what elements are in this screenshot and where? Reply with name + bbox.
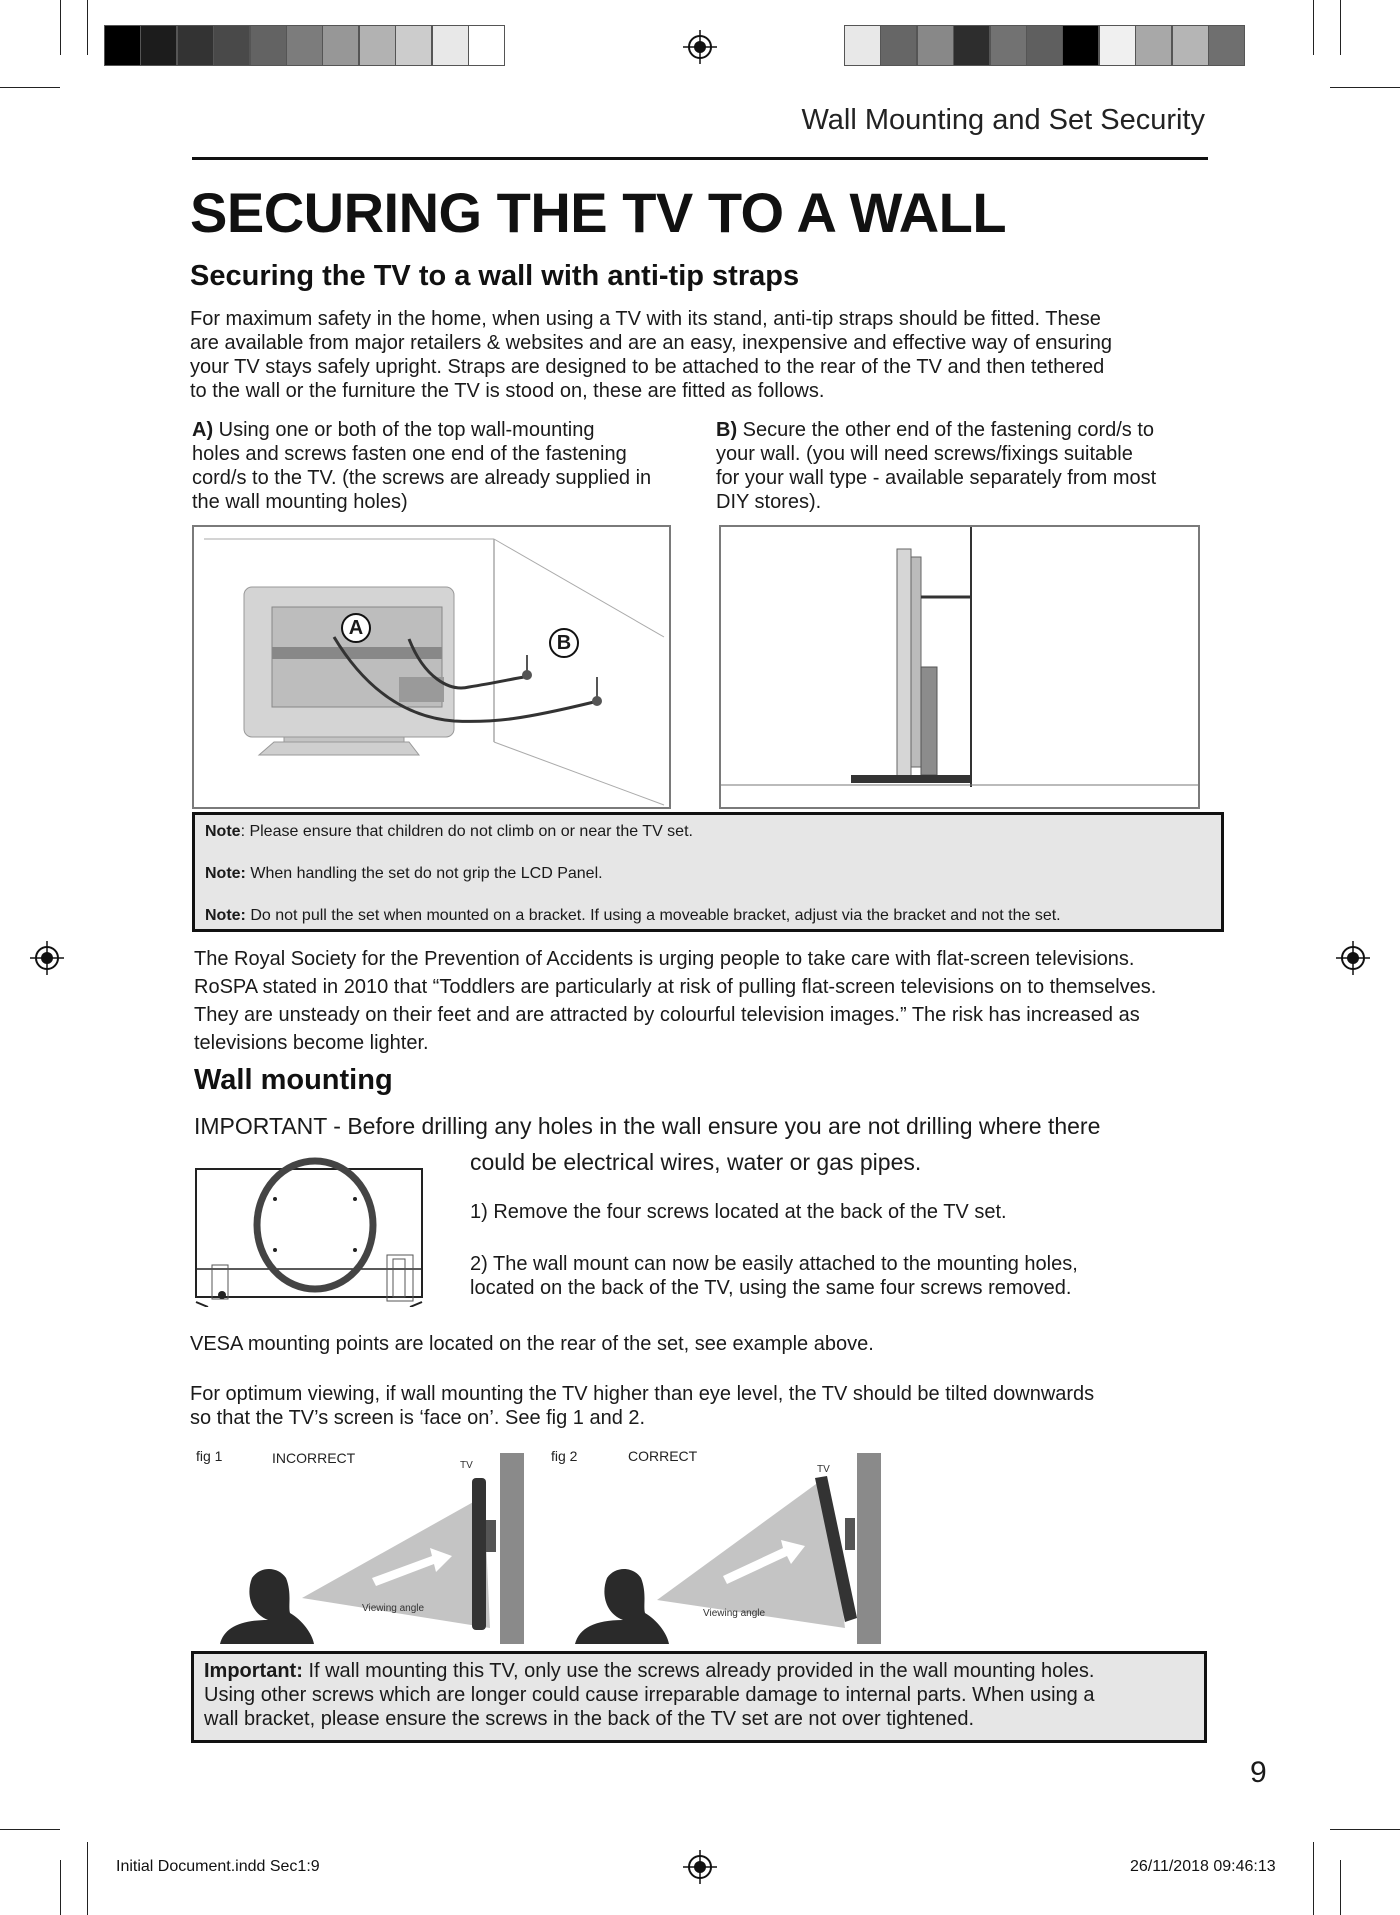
intro-line: to the wall or the furniture the TV is stood on, these are fitted as follows. <box>190 380 825 402</box>
step-a-line: holes and screws fasten one end of the fastening <box>192 443 627 465</box>
note-label: Note <box>205 823 241 840</box>
note-text: When handling the set do not grip the LCD Panel. <box>245 865 603 882</box>
intro-line: are available from major retailers & websites and are an easy, inexpensive and effective way of ensuring <box>190 332 1112 354</box>
fig-2-status: CORRECT <box>628 1448 698 1464</box>
important-line: Using other screws which are longer could cause irreparable damage to internal parts. When using a <box>204 1684 1095 1706</box>
crop-mark <box>87 1842 88 1915</box>
note-text: Do not pull the set when mounted on a bracket. If using a moveable bracket, adjust via the bracket and not the set. <box>245 907 1061 924</box>
step-b-line: your wall. (you will need screws/fixings suitable <box>716 443 1133 465</box>
color-swatch <box>990 25 1027 66</box>
step-a-line: Using one or both of the top wall-mounting <box>213 419 595 441</box>
important-warning-line-1: IMPORTANT - Before drilling any holes in the wall ensure you are not drilling where there <box>194 1113 1101 1139</box>
color-swatch <box>917 25 954 66</box>
note-bracket <box>205 907 1061 925</box>
step-2-line: located on the back of the TV, using the same four screws removed. <box>470 1277 1072 1299</box>
intro-line: For maximum safety in the home, when using a TV with its stand, anti-tip straps should be fitted. These <box>190 308 1101 330</box>
strap-figure-side <box>719 525 1200 809</box>
fig-2-viewing-label: Viewing angle <box>703 1608 766 1619</box>
important-box <box>191 1651 1207 1743</box>
step-a-line: cord/s to the TV. (the screws are already supplied in <box>192 467 652 489</box>
crop-mark <box>60 0 61 55</box>
tv-back-figure <box>192 1147 428 1307</box>
rospa-paragraph <box>194 945 1234 1057</box>
registration-mark-icon <box>30 941 64 975</box>
step-b-label: B) <box>716 419 738 441</box>
rospa-line: They are unsteady on their feet and are attracted by colourful television images.” <box>194 1004 907 1026</box>
notes-box <box>192 812 1224 932</box>
step-2 <box>470 1252 1078 1300</box>
color-swatch <box>953 25 990 66</box>
step-b-line: Secure the other end of the fastening cord/s to <box>737 419 1155 441</box>
fig-2-correct <box>545 1448 885 1644</box>
fig-1-incorrect <box>190 1448 530 1644</box>
optimum-line: so that the TV’s screen is ‘face on’. See fig 1 and 2. <box>190 1407 646 1429</box>
viewing-angle-incorrect-illustration <box>190 1448 530 1644</box>
rospa-line: The Royal Society for the Prevention of Accidents is urging people to take care with flat-screen televisions. <box>194 948 1135 970</box>
page-title: SECURING THE TV TO A WALL <box>190 181 1007 244</box>
running-header: Wall Mounting and Set Security <box>801 104 1205 136</box>
crop-mark <box>0 1829 60 1830</box>
crop-mark <box>60 1860 61 1915</box>
note-lcd <box>205 865 603 883</box>
step-b-line: for your wall type - available separately from most <box>716 467 1157 489</box>
step-a-label: A) <box>192 419 214 441</box>
fig-1-label: fig 1 <box>196 1448 223 1464</box>
section-heading-wall-mounting: Wall mounting <box>194 1064 393 1096</box>
crop-mark <box>1313 1842 1314 1915</box>
fig-1-tv-label: TV <box>460 1460 473 1471</box>
crop-mark <box>1313 0 1314 55</box>
header-rule <box>192 157 1208 160</box>
optimum-viewing <box>190 1382 1094 1430</box>
color-swatch <box>1172 25 1209 66</box>
color-swatch <box>1026 25 1063 66</box>
color-swatch <box>286 25 323 66</box>
color-swatch <box>104 25 141 66</box>
registration-mark-icon <box>683 30 717 64</box>
crop-mark <box>1330 87 1400 88</box>
color-swatch <box>322 25 359 66</box>
slug-file: Initial Document.indd Sec1:9 <box>116 1858 320 1875</box>
registration-mark-icon <box>683 1850 717 1884</box>
tv-back-vesa-illustration <box>192 1147 428 1307</box>
fig-2-tv-label: TV <box>817 1464 830 1475</box>
color-swatch <box>177 25 214 66</box>
color-swatch <box>213 25 250 66</box>
important-line: If wall mounting this TV, only use the screws already provided in the wall mounting holes. <box>302 1660 1095 1682</box>
step-b-text <box>716 418 1216 514</box>
color-swatch <box>468 25 505 66</box>
note-label: Note: <box>205 865 246 882</box>
crop-mark <box>0 87 60 88</box>
crop-mark <box>87 0 88 55</box>
important-warning-line-2: could be electrical wires, water or gas pipes. <box>470 1149 922 1175</box>
rospa-line: The risk has increased as <box>906 1004 1140 1026</box>
important-label: Important: <box>204 1660 303 1682</box>
color-swatch <box>395 25 432 66</box>
vesa-note: VESA mounting points are located on the rear of the set, see example above. <box>190 1333 874 1355</box>
step-a-line: the wall mounting holes) <box>192 491 408 513</box>
color-swatch <box>432 25 469 66</box>
important-line: wall bracket, please ensure the screws in the back of the TV set are not over tightened. <box>204 1708 975 1730</box>
crop-mark <box>1330 1829 1400 1830</box>
color-swatch <box>1062 25 1099 66</box>
note-children <box>205 823 693 841</box>
strap-figure-rear <box>192 525 671 809</box>
color-swatch <box>1135 25 1172 66</box>
rospa-line: RoSPA stated in 2010 that “Toddlers are particularly at risk of pulling flat-screen televisions on to themselves. <box>194 976 1157 998</box>
marker-b: B <box>549 628 579 658</box>
color-swatch <box>359 25 396 66</box>
color-swatch <box>1099 25 1136 66</box>
color-swatch <box>880 25 917 66</box>
section-heading-straps: Securing the TV to a wall with anti-tip straps <box>190 260 800 292</box>
slug-date: 26/11/2018 09:46:13 <box>1130 1858 1276 1875</box>
page-number: 9 <box>1250 1756 1267 1789</box>
crop-mark <box>1340 0 1341 55</box>
note-text: : Please ensure that children do not climb on or near the TV set. <box>240 823 693 840</box>
optimum-line: For optimum viewing, if wall mounting the TV higher than eye level, the TV should be tilted downwards <box>190 1383 1095 1405</box>
step-2-line: 2) The wall mount can now be easily attached to the mounting holes, <box>470 1253 1078 1275</box>
marker-a: A <box>341 613 371 643</box>
registration-mark-icon <box>1336 941 1370 975</box>
step-1: 1) Remove the four screws located at the back of the TV set. <box>470 1201 1007 1223</box>
fig-1-viewing-label: Viewing angle <box>362 1603 425 1614</box>
color-swatch <box>250 25 287 66</box>
tv-side-strap-illustration <box>721 527 1198 807</box>
crop-mark <box>1340 1860 1341 1915</box>
note-label: Note: <box>205 907 246 924</box>
step-b-line: DIY stores). <box>716 491 822 513</box>
color-swatch <box>140 25 177 66</box>
intro-line: your TV stays safely upright. Straps are designed to be attached to the rear of the TV and then tethered <box>190 356 1105 378</box>
fig-2-label: fig 2 <box>551 1448 578 1464</box>
tv-rear-strap-illustration <box>194 527 669 807</box>
straps-intro <box>190 307 1220 403</box>
color-swatch <box>844 25 881 66</box>
step-a-text <box>192 418 692 514</box>
fig-1-status: INCORRECT <box>272 1450 356 1466</box>
rospa-line: televisions become lighter. <box>194 1032 429 1054</box>
color-swatch <box>1208 25 1245 66</box>
